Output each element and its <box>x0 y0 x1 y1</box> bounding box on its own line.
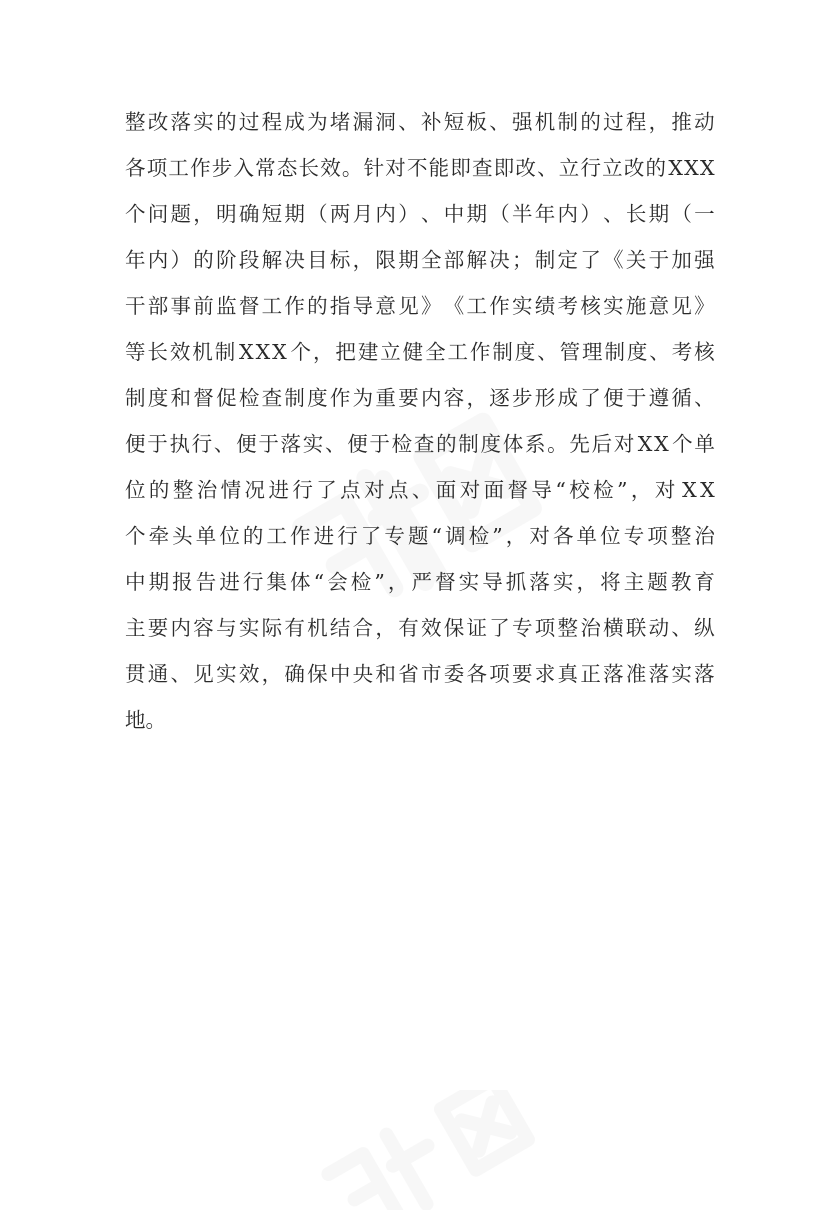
paragraph-line <box>125 237 715 283</box>
paragraph-line <box>125 329 715 375</box>
paragraph-line <box>125 605 715 651</box>
line-text: 制 度 和 督 促 检 查 制 度 作 为 重 要 内 容 ， 逐 步 形 成 了 便 于 遵 循 、 <box>125 386 715 410</box>
line-text: 贯 通 、 见 实 效 ， 确 保 中 央 和 省 市 委 各 项 要 求 真 正 落 准 落 实 落 <box>125 662 715 686</box>
line-text: 主 要 内 容 与 实 际 有 机 结 合 ， 有 效 保 证 了 专 项 整 治 横 联 动 、 纵 <box>125 616 715 640</box>
paragraph-line <box>125 145 715 191</box>
line-text: 干 部 事 前 监 督 工 作 的 指 导 意 见 》 《 工 作 实 绩 考 核 实 施 意 见 》 <box>125 294 715 318</box>
line-text: 位 的 整 治 情 况 进 行 了 点 对 点 、 面 对 面 督 导 “ 校 检 ” ， 对 X X <box>125 478 715 502</box>
line-text: 整 改 落 实 的 过 程 成 为 堵 漏 洞 、 补 短 板 、 强 机 制 的 过 程 ， 推 动 <box>125 110 715 134</box>
line-text: 便 于 执 行 、 便 于 落 实 、 便 于 检 查 的 制 度 体 系 。 先 后 对 X X 个 单 <box>125 432 715 456</box>
line-text: 地。 <box>125 708 166 732</box>
watermark-logo-bottom <box>300 1090 560 1210</box>
paragraph-line <box>125 375 715 421</box>
line-text: 个 牵 头 单 位 的 工 作 进 行 了 专 题 “ 调 检 ” ， 对 各 单 位 专 项 整 治 <box>125 524 715 548</box>
paragraph-line <box>125 697 715 743</box>
paragraph-line <box>125 513 715 559</box>
paragraph-line <box>125 559 715 605</box>
paragraph-line <box>125 283 715 329</box>
paragraph-line <box>125 651 715 697</box>
line-text: 等 长 效 机 制 X X X 个 ， 把 建 立 健 全 工 作 制 度 、 管 理 制 度 、 考 核 <box>125 340 715 364</box>
body-paragraph <box>125 99 715 743</box>
line-text: 年 内 ） 的 阶 段 解 决 目 标 ， 限 期 全 部 解 决 ； 制 定 了 《 关 于 加 强 <box>125 248 715 272</box>
paragraph-line <box>125 191 715 237</box>
line-text: 中 期 报 告 进 行 集 体 “ 会 检 ” ， 严 督 实 导 抓 落 实 ， 将 主 题 教 育 <box>125 570 715 594</box>
paragraph-line <box>125 421 715 467</box>
paragraph-line <box>125 99 715 145</box>
line-text: 个 问 题 ， 明 确 短 期 （ 两 月 内 ） 、 中 期 （ 半 年 内 ） 、 长 期 （ 一 <box>125 202 715 226</box>
paragraph-line <box>125 467 715 513</box>
line-text: 各 项 工 作 步 入 常 态 长 效 。 针 对 不 能 即 查 即 改 、 立 行 立 改 的 X X X <box>125 156 715 180</box>
